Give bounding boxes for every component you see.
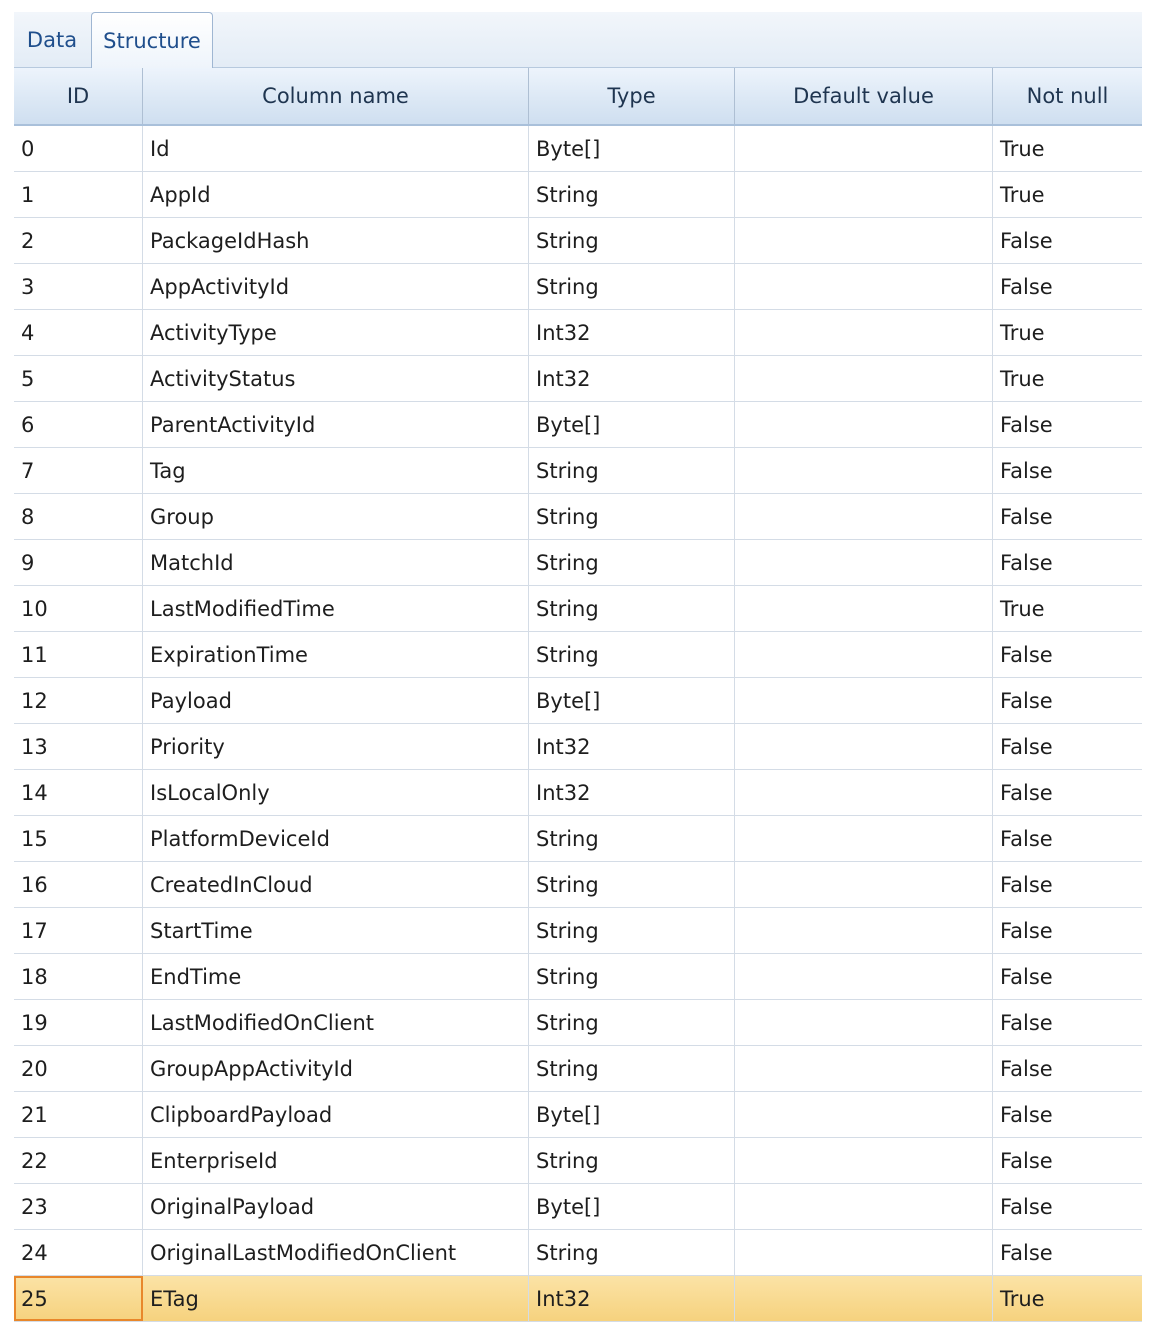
cell-not-null[interactable]: False [1000, 642, 1053, 667]
cell-type[interactable]: String [529, 586, 735, 631]
cell-type[interactable]: Int32 [529, 724, 735, 769]
cell-default-value[interactable] [735, 770, 993, 815]
cell-type[interactable]: String [529, 862, 735, 907]
cell-default-value[interactable] [735, 356, 993, 401]
table-row[interactable] [14, 586, 1142, 632]
cell-default-value[interactable] [735, 954, 993, 999]
cell-id[interactable]: 15 [14, 816, 143, 861]
cell-not-null[interactable]: False [1000, 780, 1053, 805]
cell-not-null[interactable]: False [1000, 458, 1053, 483]
cell-id[interactable]: 13 [14, 724, 143, 769]
cell-not-null[interactable]: True [1000, 182, 1045, 207]
cell-type[interactable]: String [529, 264, 735, 309]
cell-not-null[interactable]: False [1000, 412, 1053, 437]
cell-type[interactable]: Int32 [529, 1276, 735, 1321]
cell-not-null[interactable]: False [1000, 274, 1053, 299]
cell-id[interactable]: 4 [14, 310, 143, 355]
cell-not-null[interactable]: False [1000, 964, 1053, 989]
tab-bar [14, 12, 1142, 68]
cell-type[interactable]: Int32 [529, 310, 735, 355]
cell-type[interactable]: String [529, 1046, 735, 1091]
cell-id[interactable]: 24 [14, 1230, 143, 1275]
cell-id[interactable]: 17 [14, 908, 143, 953]
cell-id[interactable]: 5 [14, 356, 143, 401]
table-row[interactable] [14, 172, 1142, 218]
cell-id[interactable]: 9 [14, 540, 143, 585]
table-row[interactable] [14, 310, 1142, 356]
cell-default-value[interactable] [735, 908, 993, 953]
cell-column-name[interactable]: ParentActivityId [143, 402, 529, 447]
cell-not-null[interactable]: False [1000, 734, 1053, 759]
cell-column-name[interactable]: ETag [143, 1276, 529, 1321]
table-row[interactable] [14, 1230, 1142, 1276]
header-column-name[interactable]: Column name [143, 68, 529, 124]
cell-default-value[interactable] [735, 126, 993, 171]
table-row[interactable] [14, 1046, 1142, 1092]
cell-id[interactable]: 8 [14, 494, 143, 539]
cell-type[interactable]: Byte[] [529, 126, 735, 171]
cell-id[interactable]: 10 [14, 586, 143, 631]
cell-id[interactable]: 2 [14, 218, 143, 263]
cell-type[interactable]: Int32 [529, 356, 735, 401]
cell-default-value[interactable] [735, 264, 993, 309]
table-row[interactable] [14, 1184, 1142, 1230]
cell-column-name[interactable]: Priority [143, 724, 529, 769]
cell-default-value[interactable] [735, 1138, 993, 1183]
table-row[interactable] [14, 678, 1142, 724]
cell-id[interactable]: 3 [14, 264, 143, 309]
cell-id[interactable]: 19 [14, 1000, 143, 1045]
table-row[interactable] [14, 816, 1142, 862]
cell-id[interactable]: 18 [14, 954, 143, 999]
cell-default-value[interactable] [735, 816, 993, 861]
cell-column-name[interactable]: IsLocalOnly [143, 770, 529, 815]
cell-column-name[interactable]: ActivityStatus [143, 356, 529, 401]
cell-type[interactable]: Byte[] [529, 678, 735, 723]
cell-type[interactable]: String [529, 908, 735, 953]
cell-type[interactable]: String [529, 816, 735, 861]
cell-not-null[interactable]: True [1000, 1286, 1045, 1311]
grid-body [14, 126, 1142, 1322]
cell-column-name[interactable]: Payload [143, 678, 529, 723]
cell-type[interactable]: Byte[] [529, 1184, 735, 1229]
header-type[interactable]: Type [529, 68, 735, 124]
table-row[interactable] [14, 402, 1142, 448]
cell-default-value[interactable] [735, 586, 993, 631]
cell-type[interactable]: String [529, 1230, 735, 1275]
cell-type[interactable]: Byte[] [529, 1092, 735, 1137]
table-row[interactable] [14, 540, 1142, 586]
cell-type[interactable]: String [529, 172, 735, 217]
cell-not-null[interactable]: False [1000, 1148, 1053, 1173]
table-row[interactable] [14, 724, 1142, 770]
cell-not-null[interactable]: True [1000, 366, 1045, 391]
cell-type[interactable]: String [529, 632, 735, 677]
cell-default-value[interactable] [735, 862, 993, 907]
cell-not-null[interactable]: False [1000, 504, 1053, 529]
cell-id[interactable]: 12 [14, 678, 143, 723]
tab-structure[interactable]: Structure [91, 12, 213, 69]
cell-type[interactable]: String [529, 218, 735, 263]
table-row[interactable] [14, 908, 1142, 954]
cell-default-value[interactable] [735, 632, 993, 677]
cell-column-name[interactable]: CreatedInCloud [143, 862, 529, 907]
table-row[interactable] [14, 264, 1142, 310]
cell-type[interactable]: Int32 [529, 770, 735, 815]
cell-default-value[interactable] [735, 218, 993, 263]
cell-not-null[interactable]: False [1000, 1102, 1053, 1127]
grid-header [14, 68, 1142, 126]
cell-id[interactable]: 7 [14, 448, 143, 493]
cell-id[interactable]: 20 [14, 1046, 143, 1091]
tab-data[interactable]: Data [26, 28, 78, 52]
cell-column-name[interactable]: EndTime [143, 954, 529, 999]
cell-column-name[interactable]: PlatformDeviceId [143, 816, 529, 861]
cell-default-value[interactable] [735, 540, 993, 585]
cell-type[interactable]: String [529, 1138, 735, 1183]
cell-not-null[interactable]: False [1000, 918, 1053, 943]
header-not-null[interactable]: Not null [1026, 84, 1109, 108]
table-row[interactable] [14, 218, 1142, 264]
table-row[interactable] [14, 494, 1142, 540]
cell-default-value[interactable] [735, 1046, 993, 1091]
structure-grid [14, 68, 1142, 1322]
cell-not-null[interactable]: False [1000, 228, 1053, 253]
table-row[interactable] [14, 770, 1142, 816]
cell-column-name[interactable]: Group [143, 494, 529, 539]
cell-column-name[interactable]: OriginalPayload [143, 1184, 529, 1229]
cell-not-null[interactable]: False [1000, 826, 1053, 851]
cell-column-name[interactable]: GroupAppActivityId [143, 1046, 529, 1091]
cell-type[interactable]: String [529, 1000, 735, 1045]
header-default-value[interactable]: Default value [735, 68, 993, 124]
cell-id[interactable]: 16 [14, 862, 143, 907]
table-row[interactable] [14, 862, 1142, 908]
cell-not-null[interactable]: False [1000, 688, 1053, 713]
cell-not-null[interactable]: True [1000, 320, 1045, 345]
table-row[interactable] [14, 448, 1142, 494]
table-row[interactable] [14, 126, 1142, 172]
cell-column-name[interactable]: LastModifiedOnClient [143, 1000, 529, 1045]
cell-id[interactable]: 1 [14, 172, 143, 217]
cell-default-value[interactable] [735, 678, 993, 723]
header-id[interactable]: ID [14, 68, 143, 124]
cell-type[interactable]: Byte[] [529, 402, 735, 447]
cell-default-value[interactable] [735, 1230, 993, 1275]
cell-id[interactable]: 21 [14, 1092, 143, 1137]
cell-default-value[interactable] [735, 172, 993, 217]
cell-column-name[interactable]: StartTime [143, 908, 529, 953]
cell-type[interactable]: String [529, 540, 735, 585]
cell-default-value[interactable] [735, 448, 993, 493]
cell-default-value[interactable] [735, 1184, 993, 1229]
cell-column-name[interactable]: Id [143, 126, 529, 171]
cell-not-null[interactable]: True [1000, 136, 1045, 161]
table-row[interactable] [14, 356, 1142, 402]
cell-column-name[interactable]: ExpirationTime [143, 632, 529, 677]
cell-id[interactable]: 22 [14, 1138, 143, 1183]
cell-type[interactable]: String [529, 494, 735, 539]
cell-default-value[interactable] [735, 402, 993, 447]
cell-id[interactable]: 14 [14, 770, 143, 815]
cell-column-name[interactable]: Tag [143, 448, 529, 493]
cell-default-value[interactable] [735, 724, 993, 769]
cell-column-name[interactable]: OriginalLastModifiedOnClient [143, 1230, 529, 1275]
table-row[interactable] [14, 954, 1142, 1000]
cell-not-null[interactable]: True [1000, 596, 1045, 621]
cell-default-value[interactable] [735, 494, 993, 539]
cell-column-name[interactable]: AppId [143, 172, 529, 217]
table-row[interactable] [14, 1276, 1142, 1322]
cell-column-name[interactable]: MatchId [143, 540, 529, 585]
cell-id[interactable]: 11 [14, 632, 143, 677]
cell-not-null[interactable]: False [1000, 1056, 1053, 1081]
cell-id[interactable]: 23 [14, 1184, 143, 1229]
cell-not-null[interactable]: False [1000, 1240, 1053, 1265]
table-row[interactable] [14, 1138, 1142, 1184]
cell-type[interactable]: String [529, 954, 735, 999]
cell-column-name[interactable]: ActivityType [143, 310, 529, 355]
table-row[interactable] [14, 1092, 1142, 1138]
cell-default-value[interactable] [735, 310, 993, 355]
table-row[interactable] [14, 632, 1142, 678]
table-row[interactable] [14, 1000, 1142, 1046]
cell-type[interactable]: String [529, 448, 735, 493]
cell-column-name[interactable]: EnterpriseId [143, 1138, 529, 1183]
cell-column-name[interactable]: PackageIdHash [143, 218, 529, 263]
cell-id[interactable]: 6 [14, 402, 143, 447]
cell-column-name[interactable]: ClipboardPayload [143, 1092, 529, 1137]
cell-default-value[interactable] [735, 1000, 993, 1045]
cell-not-null[interactable]: False [1000, 1010, 1053, 1035]
cell-not-null[interactable]: False [1000, 550, 1053, 575]
cell-default-value[interactable] [735, 1276, 993, 1321]
cell-not-null[interactable]: False [1000, 872, 1053, 897]
cell-id[interactable]: 25 [14, 1276, 143, 1321]
cell-default-value[interactable] [735, 1092, 993, 1137]
cell-column-name[interactable]: AppActivityId [143, 264, 529, 309]
cell-not-null[interactable]: False [1000, 1194, 1053, 1219]
cell-column-name[interactable]: LastModifiedTime [143, 586, 529, 631]
cell-id[interactable]: 0 [14, 126, 143, 171]
